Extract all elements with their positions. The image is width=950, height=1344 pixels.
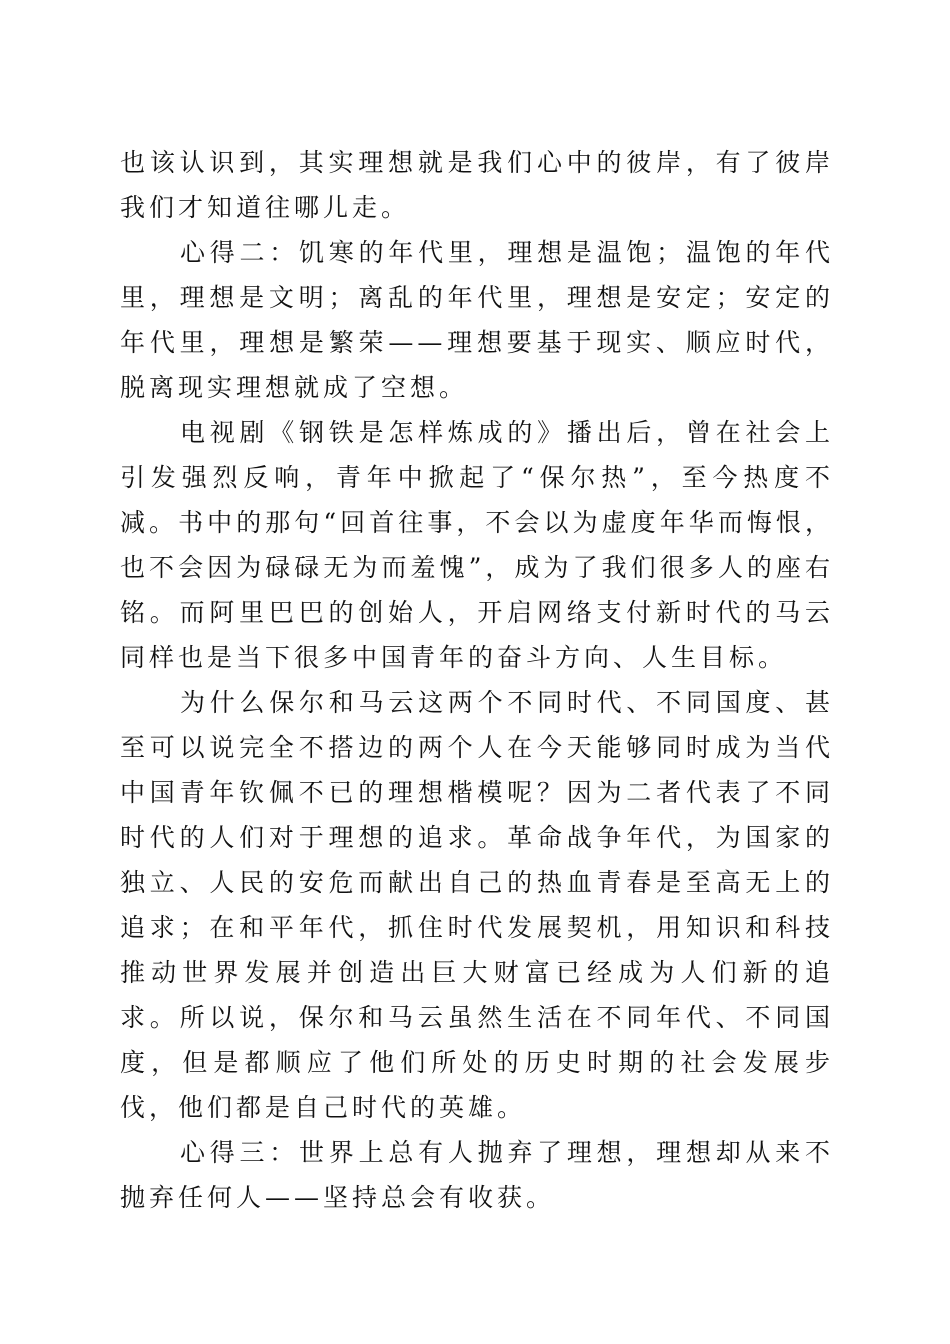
- paragraph-2: 心得二：饥寒的年代里，理想是温饱；温饱的年代里，理想是文明；离乱的年代里，理想是安定；安定的年代里，理想是繁荣——理想要基于现实、顺应时代，脱离现实理想就成了空想。: [120, 238, 834, 402]
- paragraph-4: 为什么保尔和马云这两个不同时代、不同国度、甚至可以说完全不搭边的两个人在今天能够同时成为当代中国青年钦佩不已的理想楷模呢？因为二者代表了不同时代的人们对于理想的追求。革命战争年代，为国家的独立、人民的安危而献出自己的热血青春是至高无上的追求；在和平年代，抓住时代发展契机，用知识和科技推动世界发展并创造出巨大财富已经成为人们新的追求。所以说，保尔和马云虽然生活在不同年代、不同国度，但是都顺应了他们所处的历史时期的社会发展步伐，他们都是自己时代的英雄。: [120, 688, 834, 1122]
- document-body: [120, 140, 834, 1220]
- paragraph-5: 心得三：世界上总有人抛弃了理想，理想却从来不抛弃任何人——坚持总会有收获。: [120, 1138, 834, 1212]
- paragraph-1: 也该认识到，其实理想就是我们心中的彼岸，有了彼岸我们才知道往哪儿走。: [120, 148, 834, 222]
- paragraph-3: 电视剧《钢铁是怎样炼成的》播出后，曾在社会上引发强烈反响，青年中掀起了“保尔热”，至今热度不减。书中的那句“回首往事，不会以为虚度年华而悔恨，也不会因为碌碌无为而羞愧”，成为了我们很多人的座右铭。而阿里巴巴的创始人，开启网络支付新时代的马云同样也是当下很多中国青年的奋斗方向、人生目标。: [120, 418, 834, 672]
